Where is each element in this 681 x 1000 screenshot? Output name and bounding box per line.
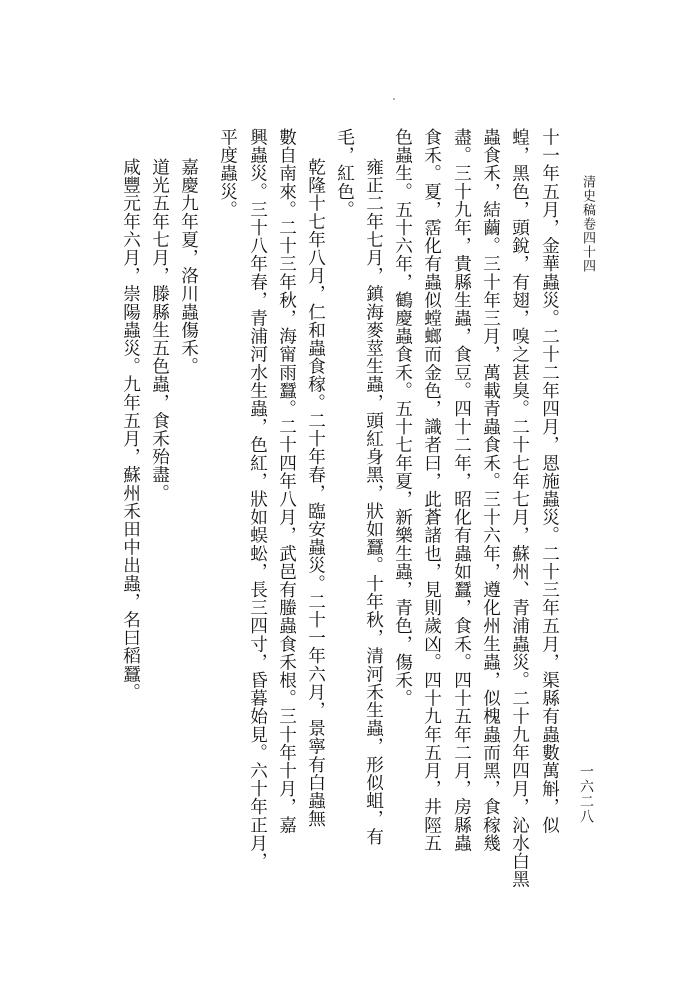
text-column-2: 蝗，黑色，頭銳，有翅，嗅之甚臭。二十七年七月，蘇州、青浦蟲災。二十九年四月，沁水白黑 — [509, 128, 530, 889]
text-column-6: 色蟲生。五十六年，鶴慶蟲食禾。五十七年夏，新樂生蟲，青色，傷禾。 — [392, 128, 413, 708]
text-column-4: 盡。三十九年，貴縣生蟲，食豆。四十二年，昭化有蟲如蠶，食禾。四十五年二月，房縣蟲 — [451, 128, 472, 852]
page-number: 一六二八 — [578, 764, 594, 824]
text-column-15: 咸豐元年六月，崇陽蟲災。九年五月，蘇州禾田中出蟲，名曰稻蠶。 — [120, 158, 141, 701]
text-column-11: 興蟲災。三十八年春，青浦河水生蟲，色紅，狀如蜈蚣，長三四寸，昏暮始見。六十年正月， — [247, 128, 268, 871]
text-column-10: 數自南來。二十三年秋，海甯雨蠶。二十四年八月，武邑有螣蟲食禾根。三十年十月，嘉 — [276, 128, 297, 834]
text-column-14: 道光五年七月，滕縣生五色蟲，食禾殆盡。 — [149, 158, 170, 502]
text-column-9: 乾隆十七年八月，仁和蟲食稼。二十年春，臨安蟲災。二十一年六月，景寧有白蟲無 — [305, 158, 326, 828]
text-column-13: 嘉慶九年夏，洛川蟲傷禾。 — [178, 158, 199, 376]
text-column-5: 食禾。夏，霑化有蟲似螳螂而金色，識者曰，此蒼諸也，見則歲凶。四十九年五月，井陘五 — [421, 128, 442, 852]
text-column-7: 雍正二年七月，鎮海麥莖生蟲，頭紅身黑，狀如蠶。十年秋，清河禾生蟲，形似蛆，有 — [363, 158, 384, 846]
book-title: 清史稿卷四十四 — [580, 175, 595, 273]
text-column-1: 十一年五月，金華蟲災。二十二年四月，恩施蟲災。二十三年五月，渠縣有蟲數萬斛，似 — [539, 128, 560, 834]
text-column-12: 平度蟲災。 — [217, 128, 238, 219]
text-column-8: 毛，紅色。 — [334, 128, 355, 219]
scan-speck — [393, 98, 395, 100]
text-column-3: 蟲食禾，結繭。三十年三月，萬載青蟲食禾。三十六年，遵化州生蟲，似槐蟲而黑，食稼幾 — [480, 128, 501, 852]
